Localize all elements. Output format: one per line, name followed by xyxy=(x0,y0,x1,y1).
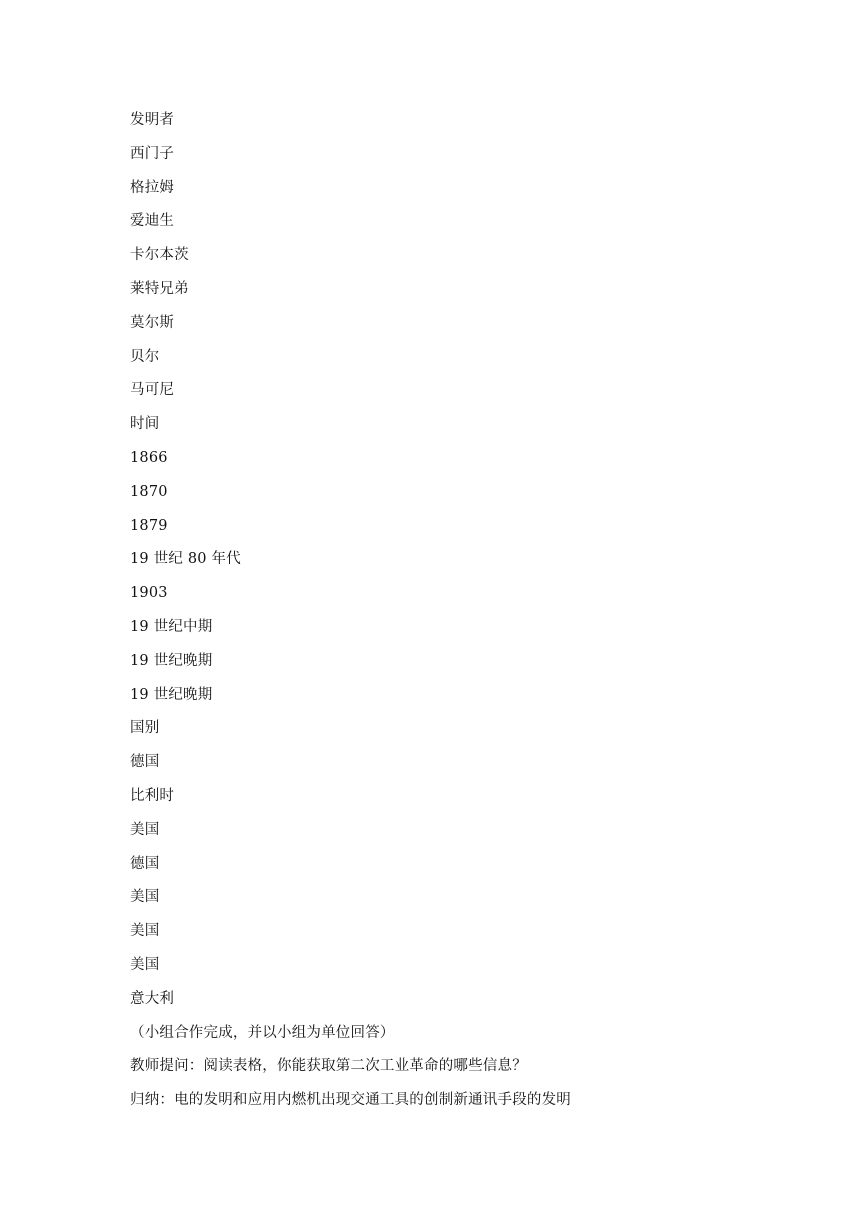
time-item: 1879 xyxy=(130,517,168,534)
time-item: 19 世纪中期 xyxy=(130,618,213,635)
time-item: 19 世纪晚期 xyxy=(130,686,213,703)
inventor-item: 马可尼 xyxy=(130,382,175,399)
time-item: 1870 xyxy=(130,483,168,500)
country-item: 比利时 xyxy=(130,787,175,804)
country-header: 国别 xyxy=(130,720,160,737)
inventor-item: 莫尔斯 xyxy=(130,314,175,331)
country-item: 美国 xyxy=(130,923,160,940)
inventor-header: 发明者 xyxy=(130,112,175,128)
country-item: 美国 xyxy=(130,889,160,906)
country-item: 德国 xyxy=(130,855,160,872)
time-item: 1866 xyxy=(130,449,168,466)
inventor-item: 贝尔 xyxy=(130,348,160,365)
inventor-item: 爱迪生 xyxy=(130,213,175,230)
inventor-item: 卡尔本茨 xyxy=(130,247,189,264)
time-item: 1903 xyxy=(130,585,168,602)
document-content xyxy=(130,109,810,1123)
time-item: 19 世纪晚期 xyxy=(130,652,213,669)
country-item: 美国 xyxy=(130,956,160,973)
inventor-item: 格拉姆 xyxy=(130,179,175,196)
summary-line: 归纳：电的发明和应用内燃机出现交通工具的创制新通讯手段的发明 xyxy=(130,1092,571,1109)
teacher-question: 教师提问：阅读表格，你能获取第二次工业革命的哪些信息？ xyxy=(130,1058,527,1075)
inventor-item: 西门子 xyxy=(130,145,175,162)
country-item: 德国 xyxy=(130,754,160,771)
inventor-item: 莱特兄弟 xyxy=(130,280,189,297)
group-note: （小组合作完成，并以小组为单位回答） xyxy=(130,1024,395,1041)
time-item: 19 世纪 80 年代 xyxy=(130,551,241,568)
country-item: 美国 xyxy=(130,821,160,838)
time-header: 时间 xyxy=(130,416,160,433)
country-item: 意大利 xyxy=(130,990,175,1007)
